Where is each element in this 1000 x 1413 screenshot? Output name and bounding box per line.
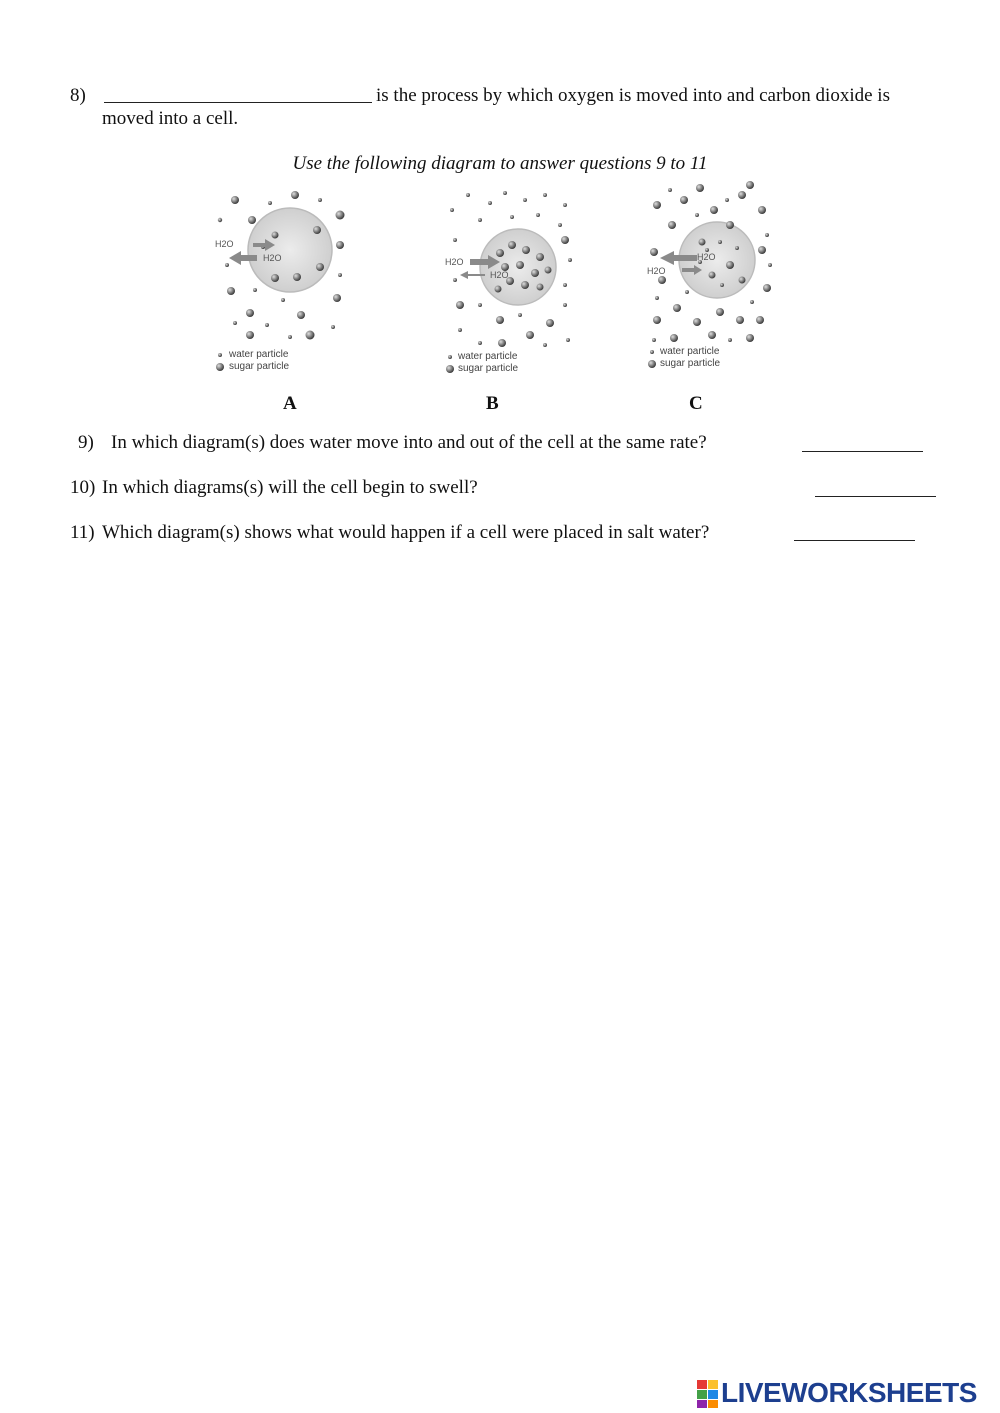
diagram-instruction: Use the following diagram to answer questions 9 to 11 (292, 153, 708, 174)
arrow-bottom-label: H2O (490, 270, 509, 280)
question-9-answer-blank[interactable] (802, 451, 923, 452)
logo-text: LIVEWORKSHEETS (721, 1377, 977, 1408)
diagram-b-label: B (486, 393, 499, 414)
question-8-continuation: moved into a cell. (102, 108, 239, 129)
diagram-a-label: A (283, 393, 297, 414)
diagram-a (205, 185, 355, 380)
legend-sugar-label: sugar particle (660, 358, 721, 369)
legend-sugar-icon (216, 363, 224, 371)
question-11-text: Which diagram(s) shows what would happen if a cell were placed in salt water? (102, 522, 710, 543)
question-11-number: 11) (70, 522, 95, 543)
question-10-text: In which diagrams(s) will the cell begin to swell? (102, 477, 478, 498)
question-8-answer-blank[interactable] (104, 102, 372, 103)
question-10-number: 10) (70, 477, 96, 498)
question-10-answer-blank[interactable] (815, 496, 936, 497)
legend-sugar-icon (648, 360, 656, 368)
legend-water-icon (650, 350, 654, 354)
legend-water-label: water particle (229, 349, 289, 360)
diagram-c-label: C (689, 393, 703, 414)
legend-sugar-label: sugar particle (229, 361, 290, 372)
diagram-b (440, 185, 590, 380)
question-8-text: is the process by which oxygen is moved into and carbon dioxide is (376, 85, 890, 106)
legend-water-label: water particle (660, 346, 720, 357)
cell-membrane (248, 208, 332, 292)
question-11-answer-blank[interactable] (794, 540, 915, 541)
question-9-number: 9) (78, 432, 94, 453)
arrow-top-label: H2O (697, 252, 716, 262)
legend-sugar-label: sugar particle (458, 363, 519, 374)
legend-water-icon (218, 353, 222, 357)
arrow-top-label: H2O (445, 257, 464, 267)
arrow-bottom-label: H2O (647, 266, 666, 276)
arrow-bottom-label: H2O (263, 253, 282, 263)
diagram-c (642, 180, 777, 375)
logo-blocks-icon (697, 1380, 719, 1408)
arrow-top-label: H2O (215, 239, 234, 249)
question-8-number: 8) (70, 85, 86, 106)
liveworksheets-logo (697, 1377, 997, 1411)
legend-sugar-icon (446, 365, 454, 373)
question-9-text: In which diagram(s) does water move into and out of the cell at the same rate? (111, 432, 707, 453)
legend-water-label: water particle (458, 351, 518, 362)
legend-water-icon (448, 355, 452, 359)
